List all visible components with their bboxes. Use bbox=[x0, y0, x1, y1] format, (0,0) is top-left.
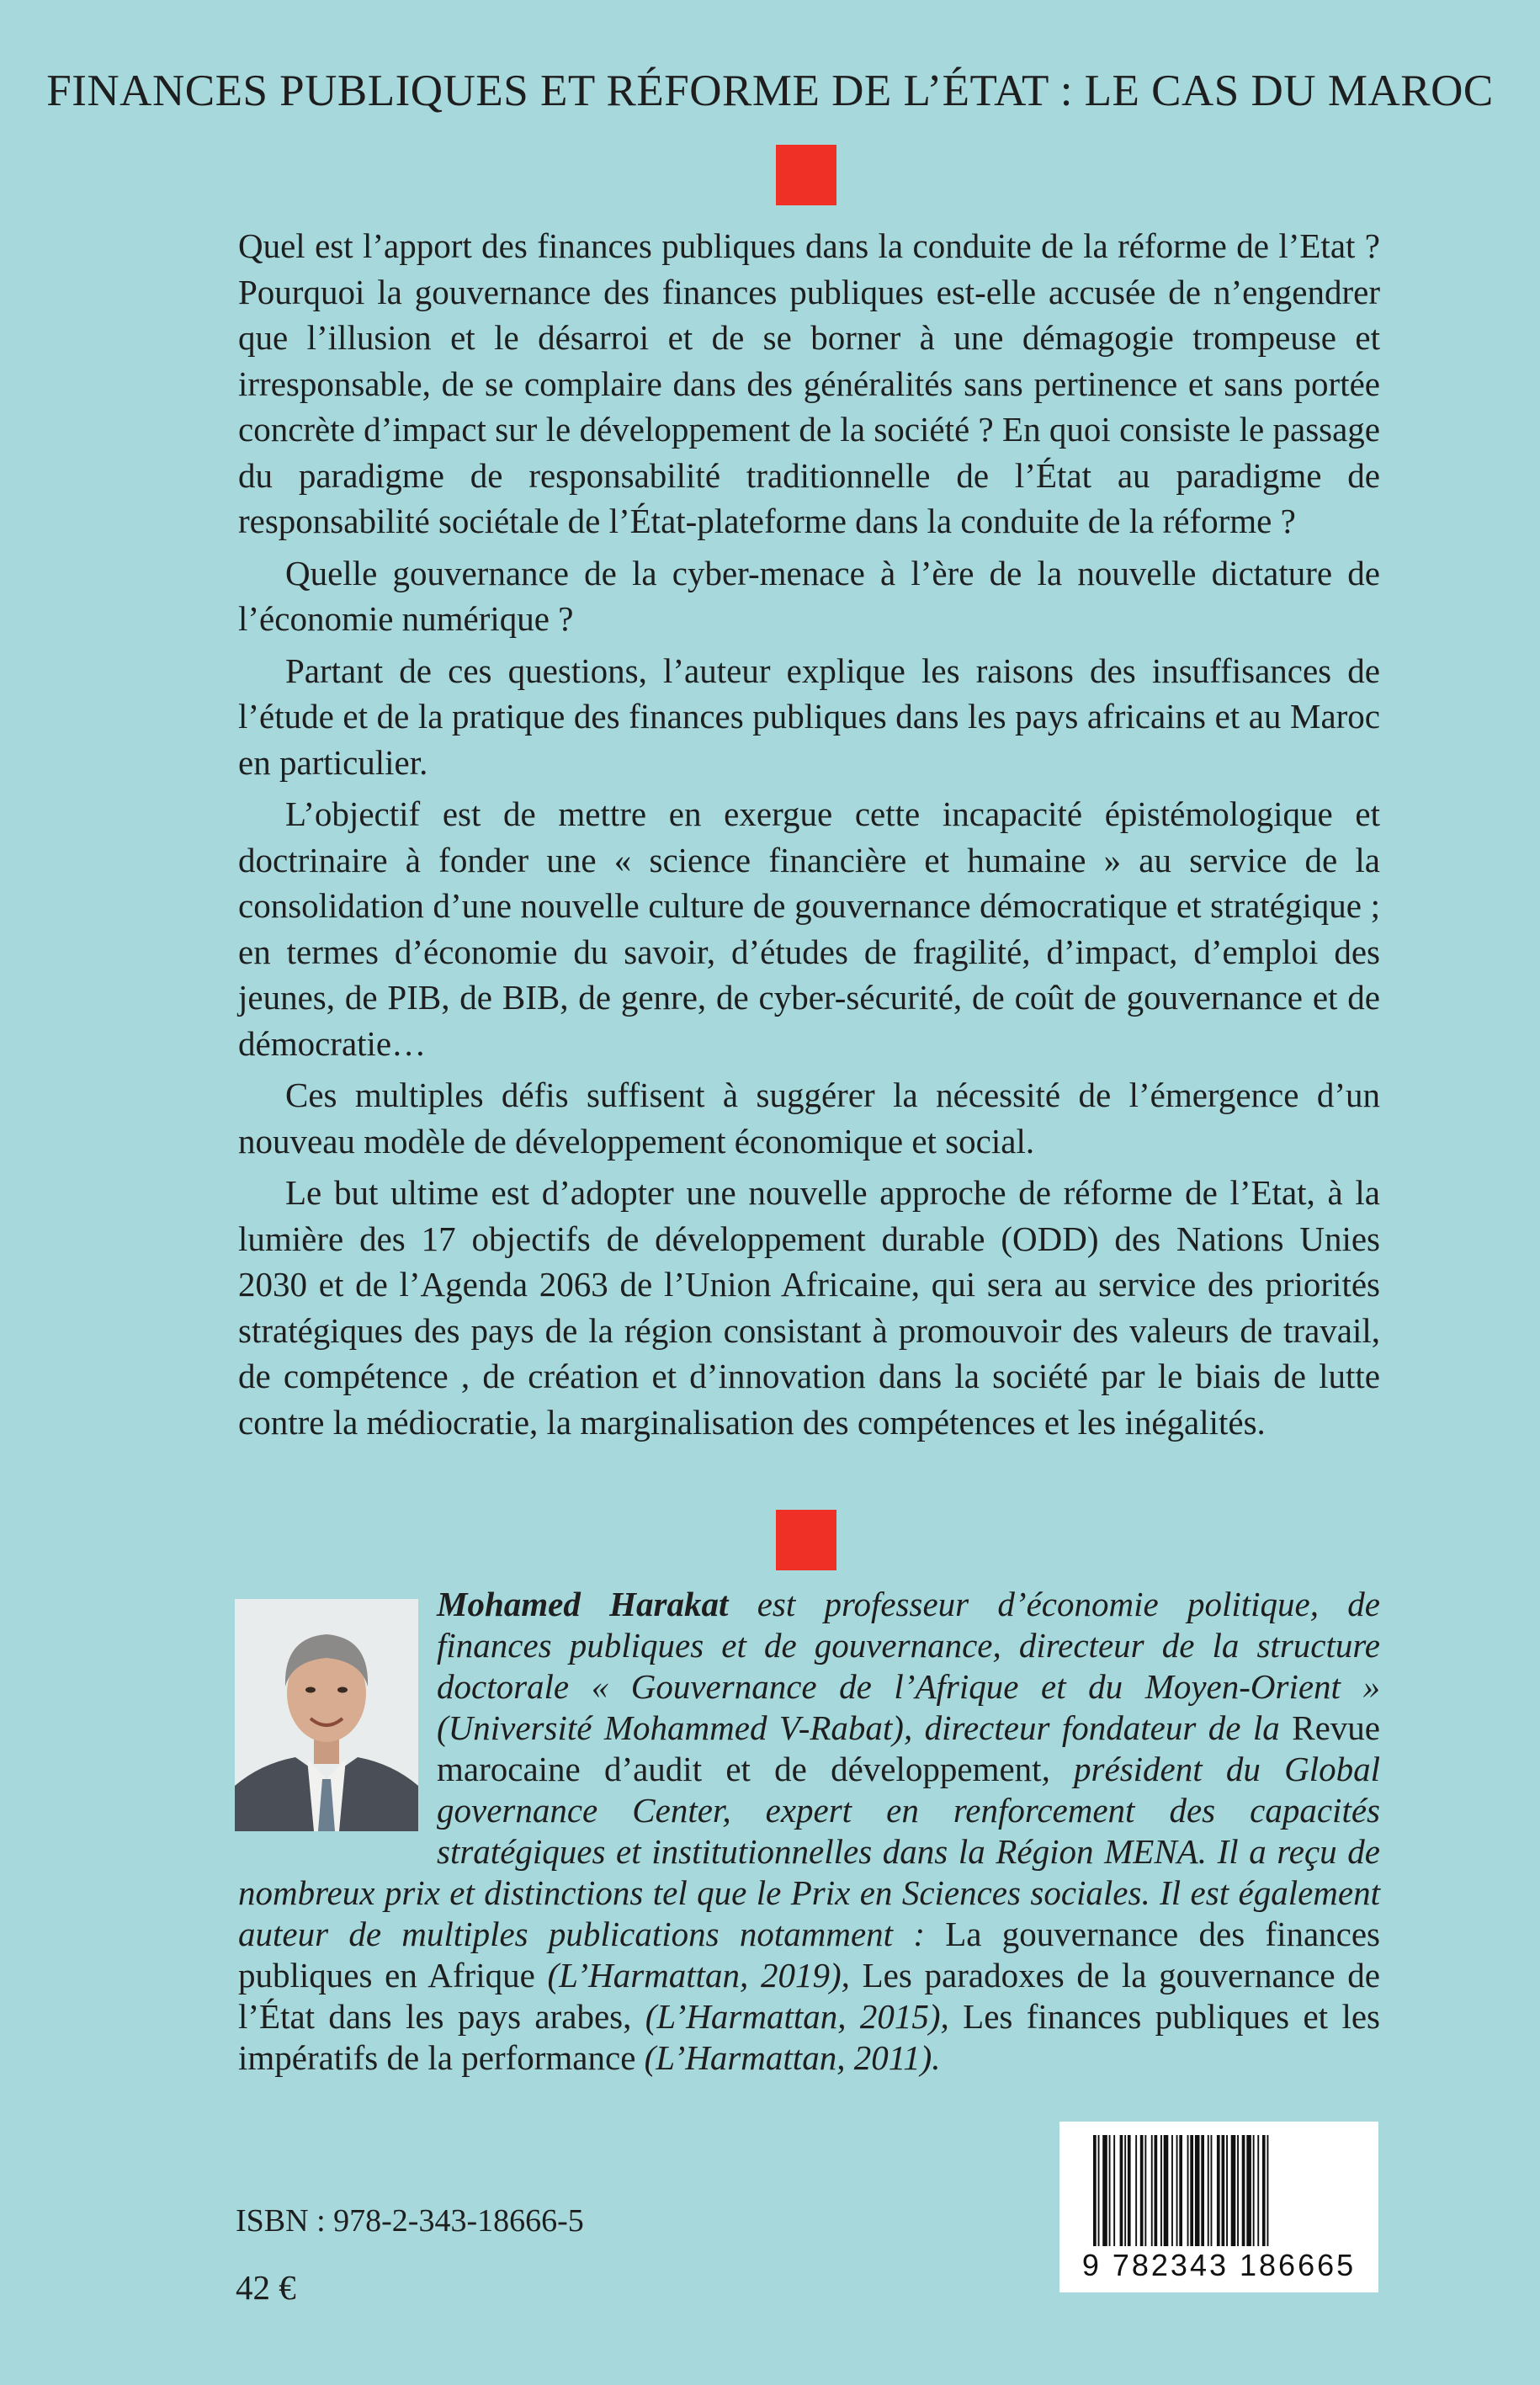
blurb-paragraph-2: Quelle gouvernance de la cyber-menace à l’ère de la nouvelle dictature de l’économie numérique ? bbox=[238, 553, 1380, 638]
barcode-bar bbox=[1124, 2135, 1126, 2246]
bio-part-1: est professeur d’économie politique, de finances publiques et de gouvernance, directeur de la structure doctorale « Gouvernance de l’Afrique et du Moyen-Orient » (Université Mohammed V-Rabat), directeur fondateur de la bbox=[437, 1585, 1380, 1747]
barcode-bar bbox=[1211, 2135, 1213, 2246]
barcode-bar bbox=[1253, 2135, 1255, 2246]
barcode-bar bbox=[1151, 2135, 1153, 2246]
barcode-digits: 9 782343 186665 bbox=[1081, 2248, 1357, 2282]
barcode-bar bbox=[1160, 2135, 1162, 2246]
barcode-bar bbox=[1187, 2135, 1189, 2246]
barcode-bar bbox=[1257, 2135, 1259, 2246]
bio-book-3-publisher: (L’Harmattan, 2011). bbox=[635, 2038, 941, 2077]
barcode-bar bbox=[1237, 2135, 1239, 2246]
blurb-paragraph-6: Le but ultime est d’adopter une nouvelle approche de réforme de l’Etat, à la lumière des 17 objectifs de développement durable (ODD) des Nations Unies 2030 et de l’Agenda 2063 de l’Union Africaine, qui sera au service des priorités stratégiques des pays de la région consistant à promouvoir des valeurs de travail, de compétence , de création et d’innovation dans la société par le biais de lutte contre la médiocratie, la marginalisation des compétences et les inégalités. bbox=[238, 1173, 1380, 1442]
barcode-bar bbox=[1155, 2135, 1158, 2246]
barcode-bars bbox=[1093, 2135, 1346, 2246]
book-title: FINANCES PUBLIQUES ET RÉFORME DE L’ÉTAT : LE CAS DU MAROC bbox=[46, 66, 1494, 115]
blurb-paragraph-4: L’objectif est de mettre en exergue cette incapacité épistémologique et doctrinaire à fonder une « science financière et humaine » au service de la consolidation d’une nouvelle culture de gouvernance démocratique et stratégique ; en termes d’économie du savoir, d’études de fragilité, d’impact, d’emploi des jeunes, de PIB, de BIB, de genre, de cyber-sécurité, de coût de gouvernance et de démocratie… bbox=[238, 794, 1380, 1063]
barcode-bar bbox=[1135, 2135, 1137, 2246]
barcode-bar bbox=[1098, 2135, 1100, 2246]
blurb-paragraph-1: Quel est l’apport des finances publiques dans la conduite de la réforme de l’Etat ? Pourquoi la gouvernance des finances publiques est-elle accusée de n’engendrer que l’illusion et le désarroi et de se borner à une démagogie trompeuse et irresponsable, de se complaire dans des généralités sans pertinence et sans portée concrète d’impact sur le développement de la société ? En quoi consiste le passage du paradigme de responsabilité traditionnelle de l’État au paradigme de responsabilité sociétale de l’État-plateforme dans la conduite de la réforme ? bbox=[238, 226, 1380, 540]
barcode-bar bbox=[1144, 2135, 1146, 2246]
barcode-bar bbox=[1179, 2135, 1182, 2246]
price: 42 € bbox=[236, 2268, 296, 2307]
barcode-bar bbox=[1128, 2135, 1131, 2246]
photo-spacer bbox=[238, 1584, 437, 1853]
barcode bbox=[1059, 2122, 1378, 2292]
barcode-bar bbox=[1262, 2135, 1266, 2246]
barcode-bar bbox=[1217, 2135, 1220, 2246]
barcode-bar bbox=[1120, 2135, 1123, 2246]
bio-journal: Revue marocaine d’audit et de développement bbox=[437, 1708, 1380, 1788]
blurb bbox=[238, 223, 1380, 1451]
barcode-bar bbox=[1176, 2135, 1178, 2246]
barcode-bar bbox=[1267, 2135, 1269, 2246]
author-bio bbox=[238, 1584, 1380, 2079]
barcode-bar bbox=[1242, 2135, 1245, 2246]
barcode-bar bbox=[1226, 2135, 1228, 2246]
author-name: Mohamed Harakat bbox=[437, 1585, 729, 1623]
red-square-top bbox=[776, 145, 836, 205]
bio-book-1: La gouvernance des finances publiques en Afrique bbox=[238, 1915, 1381, 1995]
barcode-bar bbox=[1190, 2135, 1193, 2246]
bio-book-3: Les finances publiques et les impératifs de la performance bbox=[238, 1997, 1380, 2077]
bio-book-2: Les paradoxes de la gouvernance de l’État dans les pays arabes, bbox=[238, 1956, 1380, 2036]
barcode-bar bbox=[1113, 2135, 1115, 2246]
isbn: ISBN : 978-2-343-18666-5 bbox=[236, 2203, 584, 2239]
barcode-bar bbox=[1231, 2135, 1236, 2246]
barcode-bar bbox=[1246, 2135, 1251, 2246]
red-square-middle bbox=[776, 1510, 836, 1570]
barcode-bar bbox=[1164, 2135, 1169, 2246]
barcode-bar bbox=[1109, 2135, 1111, 2246]
barcode-bar bbox=[1208, 2135, 1209, 2246]
barcode-bar bbox=[1222, 2135, 1225, 2246]
barcode-bar bbox=[1140, 2135, 1144, 2246]
barcode-bar bbox=[1171, 2135, 1173, 2246]
barcode-bar bbox=[1201, 2135, 1204, 2246]
bio-part-2: , président du Global governance Center, expert en renforcement des capacités stratégiques et institutionnelles dans la Région MENA. Il a reçu de nombreux prix et distinctions tel que le Prix en Sciences sociales. Il est également auteur de multiples publications notamment : bbox=[238, 1750, 1380, 1953]
barcode-bar bbox=[1093, 2135, 1097, 2246]
blurb-paragraph-3: Partant de ces questions, l’auteur explique les raisons des insuffisances de l’étude et de la pratique des finances publiques dans les pays africains et au Maroc en particulier. bbox=[238, 651, 1380, 782]
barcode-bar bbox=[1102, 2135, 1107, 2246]
bio-book-2-publisher: (L’Harmattan, 2015), bbox=[631, 1997, 964, 2036]
barcode-bar bbox=[1195, 2135, 1200, 2246]
bio-book-1-publisher: (L’Harmattan, 2019), bbox=[534, 1956, 863, 1995]
blurb-paragraph-5: Ces multiples défis suffisent à suggérer la nécessité de l’émergence d’un nouveau modèle de développement économique et social. bbox=[238, 1076, 1380, 1161]
